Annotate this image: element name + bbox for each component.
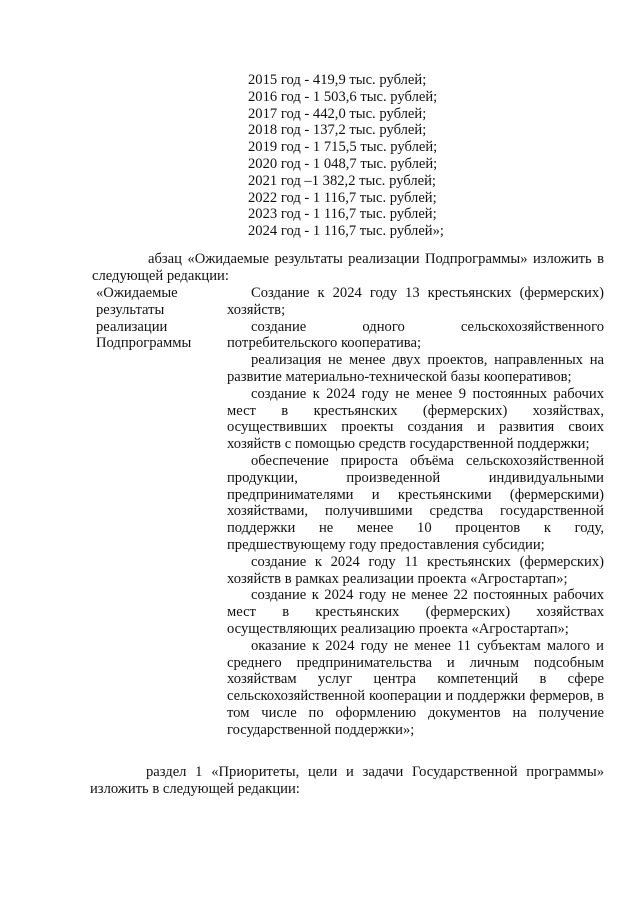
label-line: результаты [96,301,165,318]
result-item: оказание к 2024 году не менее 11 субъектам малого и среднего предпринимательства и личным подсобным хозяйствам услуг центра компетенций в сфере сельскохозяйственной кооперации и поддержки фермеров, в том числе по оформлению документов на получение государственной поддержки»; [227,637,604,738]
funding-year-line: 2016 год - 1 503,6 тыс. рублей; [248,88,438,105]
label-line: Подпрограммы [96,335,192,352]
funding-year-line: 2021 год –1 382,2 тыс. рублей; [248,172,436,189]
outro-rest: изложить в следующей редакции: [90,780,300,797]
result-item: создание к 2024 году не менее 22 постоянных рабочих мест в крестьянских (фермерских) хозяйствах осуществляющих реализацию проекта «Агростартап»; [227,587,604,637]
outro-paragraph [90,764,604,798]
result-item: создание к 2024 году не менее 9 постоянных рабочих мест в крестьянских (фермерских) хозяйствах, осуществивших проекты создания и развития своих хозяйств с помощью средств государственной поддержки; [227,385,604,453]
intro-rest: следующей редакции: [92,267,229,284]
funding-by-year-list [248,72,444,240]
expected-results-body [227,285,604,739]
funding-year-line: 2023 год - 1 116,7 тыс. рублей; [248,206,437,223]
intro-paragraph [92,251,604,285]
result-item: создание одного сельскохозяйственного потребительского кооператива; [227,318,604,352]
funding-year-line: 2019 год - 1 715,5 тыс. рублей; [248,139,438,156]
label-line: «Ожидаемые [96,285,178,301]
expected-results-label [96,285,226,352]
funding-year-line: 2015 год - 419,9 тыс. рублей; [248,72,427,88]
funding-year-line: 2018 год - 137,2 тыс. рублей; [248,122,427,139]
funding-year-line: 2020 год - 1 048,7 тыс. рублей; [248,155,438,172]
result-item: создание к 2024 году 11 крестьянских (фермерских) хозяйств в рамках реализации проекта «Агростартап»; [227,553,604,587]
funding-year-line: 2017 год - 442,0 тыс. рублей; [248,105,427,122]
result-item: реализация не менее двух проектов, направленных на развитие материально-технической базы кооперативов; [227,352,604,385]
label-line: реализации [96,318,168,335]
result-item: Создание к 2024 году 13 крестьянских (фермерских) хозяйств; [227,285,604,318]
outro-first-line: раздел 1 «Приоритеты, цели и задачи Государственной программы» [146,764,604,780]
result-item: обеспечение прироста объёма сельскохозяйственной продукции, произведенной индивидуальными предпринимателями и крестьянскими (фермерскими) хозяйствами, получившими средства государственной поддержки не менее 10 процентов к году, предшествующему году предоставления субсидии; [227,452,604,553]
funding-year-line: 2024 год - 1 116,7 тыс. рублей»; [248,223,444,240]
intro-first-line: абзац «Ожидаемые результаты реализации Подпрограммы» изложить в [148,251,604,267]
funding-year-line: 2022 год - 1 116,7 тыс. рублей; [248,189,437,206]
